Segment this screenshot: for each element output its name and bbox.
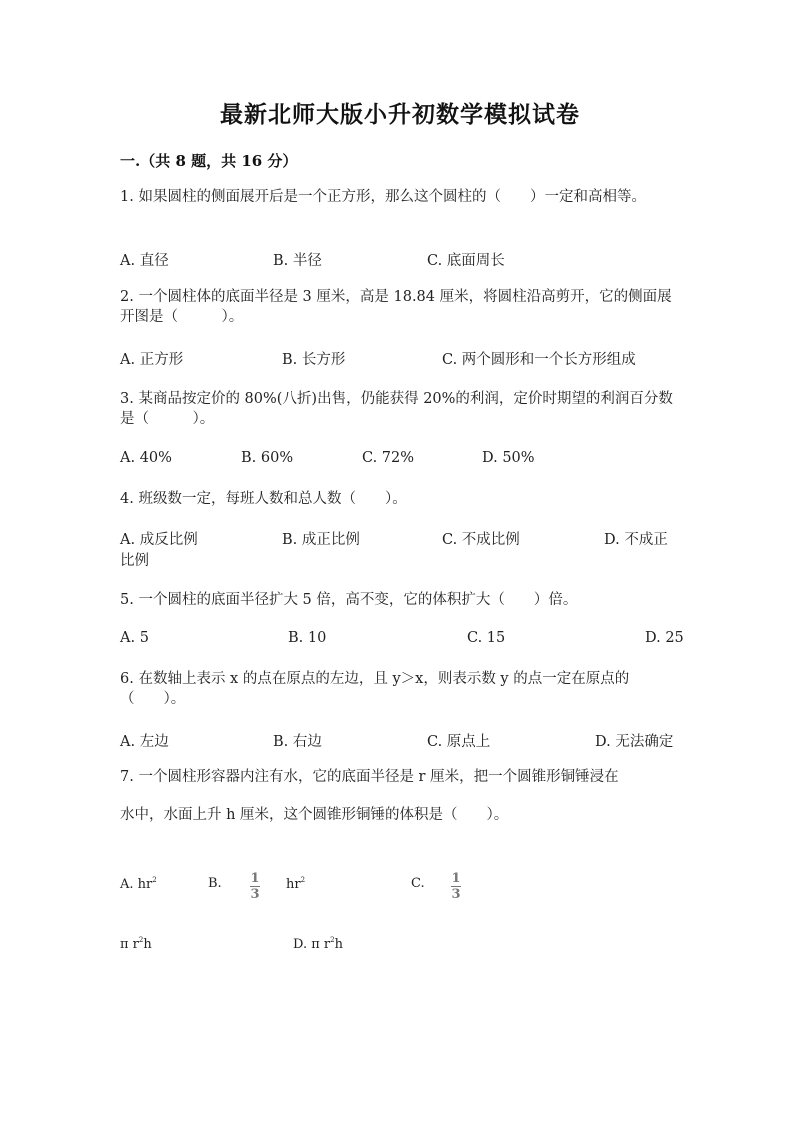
q4-option-d-wrap: 比例 [120,553,149,569]
page-title: 最新北师大版小升初数学模拟试卷 [220,101,580,128]
q3-option-d: D. 50% [482,450,535,466]
q1-option-b: B. 半径 [273,253,322,269]
question-6: 6. 在数轴上表示 x 的点在原点的左边，且 y＞x，则表示数 y 的点一定在原点的（ ）。 [120,671,630,707]
q1-option-a: A. 直径 [120,253,169,269]
q3-option-b: B. 60% [241,450,294,466]
q4-option-a: A. 成反比例 [120,532,198,548]
q2-option-c: C. 两个圆形和一个长方形组成 [442,352,636,368]
q6-option-c: C. 原点上 [427,734,491,750]
q4-option-c: C. 不成比例 [442,532,520,548]
question-2: 2. 一个圆柱体的底面半径是 3 厘米，高是 18.84 厘米，将圆柱沿高剪开，它的侧面展开图是（ ）。 [120,289,672,325]
question-5: 5. 一个圆柱的底面半径扩大 5 倍，高不变，它的体积扩大（ ）倍。 [120,592,578,608]
q7-option-c-label: C. [411,876,425,891]
q7-option-c-fraction [451,872,461,901]
q5-option-b: B. 10 [288,630,327,646]
q7-option-b-term: $hr^2$ [286,876,306,892]
q4-option-d: D. 不成正 [604,532,668,548]
q7-option-a: A. $hr^2$ [120,876,157,892]
question-3: 3. 某商品按定价的 80%(八折)出售，仍能获得 20%的利润，定价时期望的利润百分数是（ ）。 [120,391,673,427]
q3-option-c: C. 72% [362,450,415,466]
fraction-denominator: 3 [250,887,260,902]
q7-option-b-fraction [250,872,260,901]
q4-option-b: B. 成正比例 [282,532,360,548]
q5-option-c: C. 15 [467,630,506,646]
q6-option-a: A. 左边 [120,734,169,750]
q2-option-b: B. 长方形 [282,352,346,368]
q6-option-b: B. 右边 [273,734,322,750]
fraction-denominator: 3 [451,887,461,902]
fraction-numerator: 1 [451,871,461,886]
q3-option-a: A. 40% [120,450,172,466]
q7-option-b-label: B. [208,876,222,891]
q2-option-a: A. 正方形 [120,352,184,368]
question-7-line-1: 7. 一个圆柱形容器内注有水，它的底面半径是 r 厘米，把一个圆锥形铜锤浸在 [120,769,619,785]
q5-option-d: D. 25 [645,630,684,646]
q1-option-c: C. 底面周长 [427,253,505,269]
q7-option-d: D. π $r^2h$ [293,936,343,952]
question-7-line-2: 水中，水面上升 h 厘米，这个圆锥形铜锤的体积是（ ）。 [120,807,509,823]
question-1: 1. 如果圆柱的侧面展开后是一个正方形，那么这个圆柱的（ ）一定和高相等。 [120,189,646,205]
q5-option-a: A. 5 [120,630,149,646]
question-4: 4. 班级数一定，每班人数和总人数（ ）。 [120,491,407,507]
fraction-numerator: 1 [250,871,260,886]
section-header: 一.（共 8 题，共 16 分） [120,152,298,170]
q7-option-c-term: π $r^2h$ [120,936,152,952]
q6-option-d: D. 无法确定 [595,734,674,750]
